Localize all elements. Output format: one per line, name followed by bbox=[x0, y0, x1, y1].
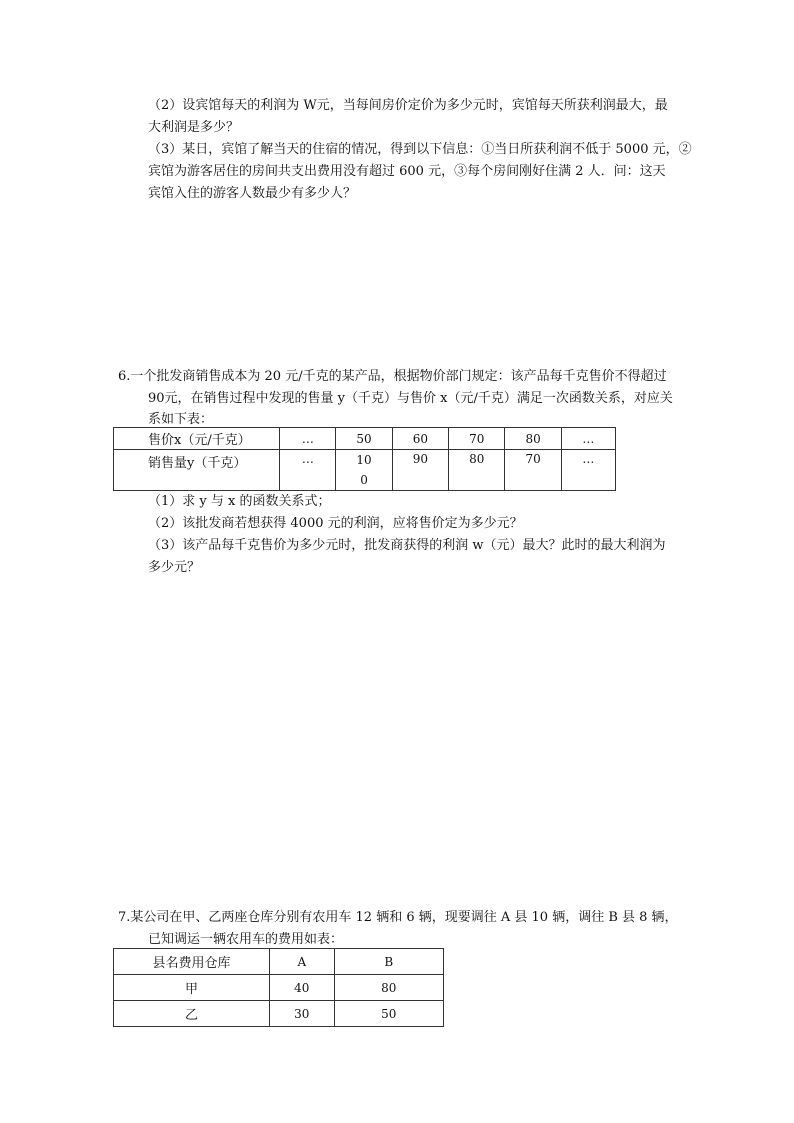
q6-stem-line1: 6.一个批发商销售成本为 20 元/千克的某产品，根据物价部门规定：该产品每千克售价不得超过 bbox=[118, 369, 667, 384]
table-header-cell: 县名费用仓库 bbox=[114, 949, 270, 975]
q6-sub2: （2）该批发商若想获得 4000 元的利润，应将售价定为多少元？ bbox=[148, 516, 523, 531]
table-cell: … bbox=[561, 428, 615, 450]
table-cell: 80 bbox=[334, 975, 443, 1001]
table-row bbox=[114, 1001, 444, 1027]
q6-sub3-line2: 多少元？ bbox=[148, 560, 201, 575]
q5-part3-line1: （3）某日，宾馆了解当天的住宿的情况，得到以下信息：①当日所获利润不低于 5000 元，② bbox=[148, 142, 692, 157]
table-cell: 甲 bbox=[114, 975, 270, 1001]
table-row bbox=[114, 450, 616, 491]
table-cell bbox=[336, 450, 392, 491]
table-cell: … bbox=[280, 428, 336, 450]
table-cell: 70 bbox=[505, 450, 561, 491]
table-row-header-sales: 销售量y（千克） bbox=[114, 450, 280, 491]
table-cell: … bbox=[280, 450, 336, 491]
table-cell: 40 bbox=[269, 975, 334, 1001]
q6-sub1: （1）求 y 与 x 的函数关系式； bbox=[148, 494, 331, 509]
table-row bbox=[114, 975, 444, 1001]
table-cell: 60 bbox=[392, 428, 448, 450]
q5-part3-line3: 宾馆入住的游客人数最少有多少人？ bbox=[148, 186, 357, 201]
table-cell: 50 bbox=[336, 428, 392, 450]
q5-part2-line1: （2）设宾馆每天的利润为 W元，当每间房价定价为多少元时，宾馆每天所获利润最大，最 bbox=[148, 98, 668, 113]
table-cell: 80 bbox=[449, 450, 505, 491]
table-row-header-price: 售价x（元/千克） bbox=[114, 428, 280, 450]
table-header-cell: B bbox=[334, 949, 443, 975]
q5-part2-line2: 大利润是多少？ bbox=[148, 120, 240, 135]
table-cell-part-wrap: 0 bbox=[360, 473, 368, 487]
table-cell: 80 bbox=[505, 428, 561, 450]
q6-stem-line3: 系如下表： bbox=[148, 412, 214, 427]
q6-stem-line2: 90元，在销售过程中发现的售量 y（千克）与售价 x（元/千克）满足一次函数关系，对应关 bbox=[148, 391, 673, 406]
table-row bbox=[114, 428, 616, 450]
table-cell: 90 bbox=[392, 450, 448, 491]
table-cell: … bbox=[561, 450, 615, 491]
q6-sub3-line1: （3）该产品每千克售价为多少元时，批发商获得的利润 w（元）最大？此时的最大利润为 bbox=[148, 538, 666, 553]
q7-stem-line1: 7.某公司在甲、乙两座仓库分别有农用车 12 辆和 6 辆，现要调往 A 县 10 辆，调往 B 县 8 辆， bbox=[118, 910, 678, 925]
table-header-cell: A bbox=[269, 949, 334, 975]
q5-part3-line2: 宾馆为游客居住的房间共支出费用没有超过 600 元，③每个房间刚好住满 2 人．问：这天 bbox=[148, 164, 666, 179]
table-cell: 30 bbox=[269, 1001, 334, 1027]
table-row bbox=[114, 949, 444, 975]
table-cell-part: 10 bbox=[356, 453, 372, 467]
q7-transport-cost-table bbox=[113, 948, 444, 1027]
q6-price-sales-table bbox=[113, 427, 616, 491]
table-cell: 乙 bbox=[114, 1001, 270, 1027]
table-cell: 70 bbox=[449, 428, 505, 450]
table-cell: 50 bbox=[334, 1001, 443, 1027]
q7-stem-line2: 已知调运一辆农用车的费用如表： bbox=[148, 932, 344, 947]
